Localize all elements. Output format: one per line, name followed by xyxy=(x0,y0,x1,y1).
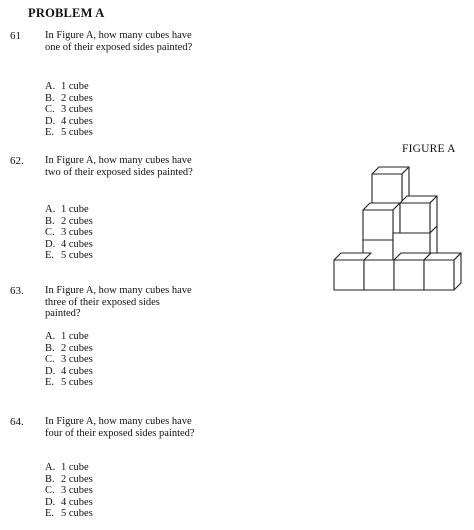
option-text: 5 cubes xyxy=(61,127,93,138)
option-letter: A. xyxy=(45,81,56,92)
option-letter: A. xyxy=(45,462,56,473)
question-text: In Figure A, how many cubes have four of their exposed sides painted? xyxy=(45,416,195,439)
option-text: 5 cubes xyxy=(61,377,93,388)
option-text: 3 cubes xyxy=(61,485,93,496)
option-text: 1 cube xyxy=(61,331,89,342)
option-b[interactable] xyxy=(45,216,93,228)
option-letter: E. xyxy=(45,127,55,138)
option-text: 4 cubes xyxy=(61,115,93,127)
option-text: 4 cubes xyxy=(61,496,93,508)
option-text: 4 cubes xyxy=(61,238,93,250)
option-e[interactable] xyxy=(45,377,93,389)
option-text: 3 cubes xyxy=(61,227,93,238)
option-c[interactable] xyxy=(45,227,93,239)
option-e[interactable] xyxy=(45,250,93,262)
option-d[interactable] xyxy=(45,116,93,128)
option-c[interactable] xyxy=(45,354,93,366)
option-text: 2 cubes xyxy=(61,92,93,104)
answer-options xyxy=(45,81,93,139)
problem-title: PROBLEM A xyxy=(28,6,105,20)
option-letter: E. xyxy=(45,250,55,261)
option-c[interactable] xyxy=(45,485,93,497)
option-e[interactable] xyxy=(45,508,93,520)
cube-base-2 xyxy=(364,260,394,290)
answer-options xyxy=(45,462,93,520)
option-text: 1 cube xyxy=(61,81,89,92)
option-letter: B. xyxy=(45,473,55,485)
option-letter: E. xyxy=(45,508,55,519)
option-letter: D. xyxy=(45,115,56,127)
option-d[interactable] xyxy=(45,239,93,251)
option-text: 1 cube xyxy=(61,462,89,473)
option-text: 3 cubes xyxy=(61,354,93,365)
option-letter: A. xyxy=(45,204,56,215)
question-text: In Figure A, how many cubes have three of their exposed sides painted? xyxy=(45,285,192,319)
option-a[interactable] xyxy=(45,81,93,93)
cube-base-4 xyxy=(424,253,461,290)
cube-stack-drawing xyxy=(322,160,462,295)
answer-options xyxy=(45,331,93,389)
option-letter: C. xyxy=(45,354,55,365)
option-b[interactable] xyxy=(45,474,93,486)
option-d[interactable] xyxy=(45,497,93,509)
option-text: 5 cubes xyxy=(61,250,93,261)
option-letter: D. xyxy=(45,238,56,250)
cube-level3-right xyxy=(400,196,437,233)
question-number: 64. xyxy=(10,416,24,428)
question-number: 62. xyxy=(10,155,24,167)
figure-label: FIGURE A xyxy=(402,143,456,155)
option-b[interactable] xyxy=(45,343,93,355)
question-number: 63. xyxy=(10,285,24,297)
question-text: In Figure A, how many cubes have one of their exposed sides painted? xyxy=(45,30,193,53)
option-text: 4 cubes xyxy=(61,365,93,377)
option-letter: B. xyxy=(45,342,55,354)
option-letter: B. xyxy=(45,92,55,104)
question-text: In Figure A, how many cubes have two of their exposed sides painted? xyxy=(45,155,193,178)
option-a[interactable] xyxy=(45,462,93,474)
question-number: 61 xyxy=(10,30,21,42)
option-letter: C. xyxy=(45,104,55,115)
cube-stack-figure xyxy=(322,160,462,295)
option-a[interactable] xyxy=(45,204,93,216)
answer-options xyxy=(45,204,93,262)
cube-top xyxy=(372,167,409,204)
option-text: 2 cubes xyxy=(61,215,93,227)
option-letter: C. xyxy=(45,227,55,238)
option-d[interactable] xyxy=(45,366,93,378)
option-text: 3 cubes xyxy=(61,104,93,115)
option-text: 2 cubes xyxy=(61,342,93,354)
option-letter: D. xyxy=(45,496,56,508)
option-letter: E. xyxy=(45,377,55,388)
option-c[interactable] xyxy=(45,104,93,116)
option-text: 2 cubes xyxy=(61,473,93,485)
option-letter: C. xyxy=(45,485,55,496)
option-b[interactable] xyxy=(45,93,93,105)
option-text: 1 cube xyxy=(61,204,89,215)
option-text: 5 cubes xyxy=(61,508,93,519)
option-letter: A. xyxy=(45,331,56,342)
option-a[interactable] xyxy=(45,331,93,343)
option-letter: D. xyxy=(45,365,56,377)
option-letter: B. xyxy=(45,215,55,227)
option-e[interactable] xyxy=(45,127,93,139)
